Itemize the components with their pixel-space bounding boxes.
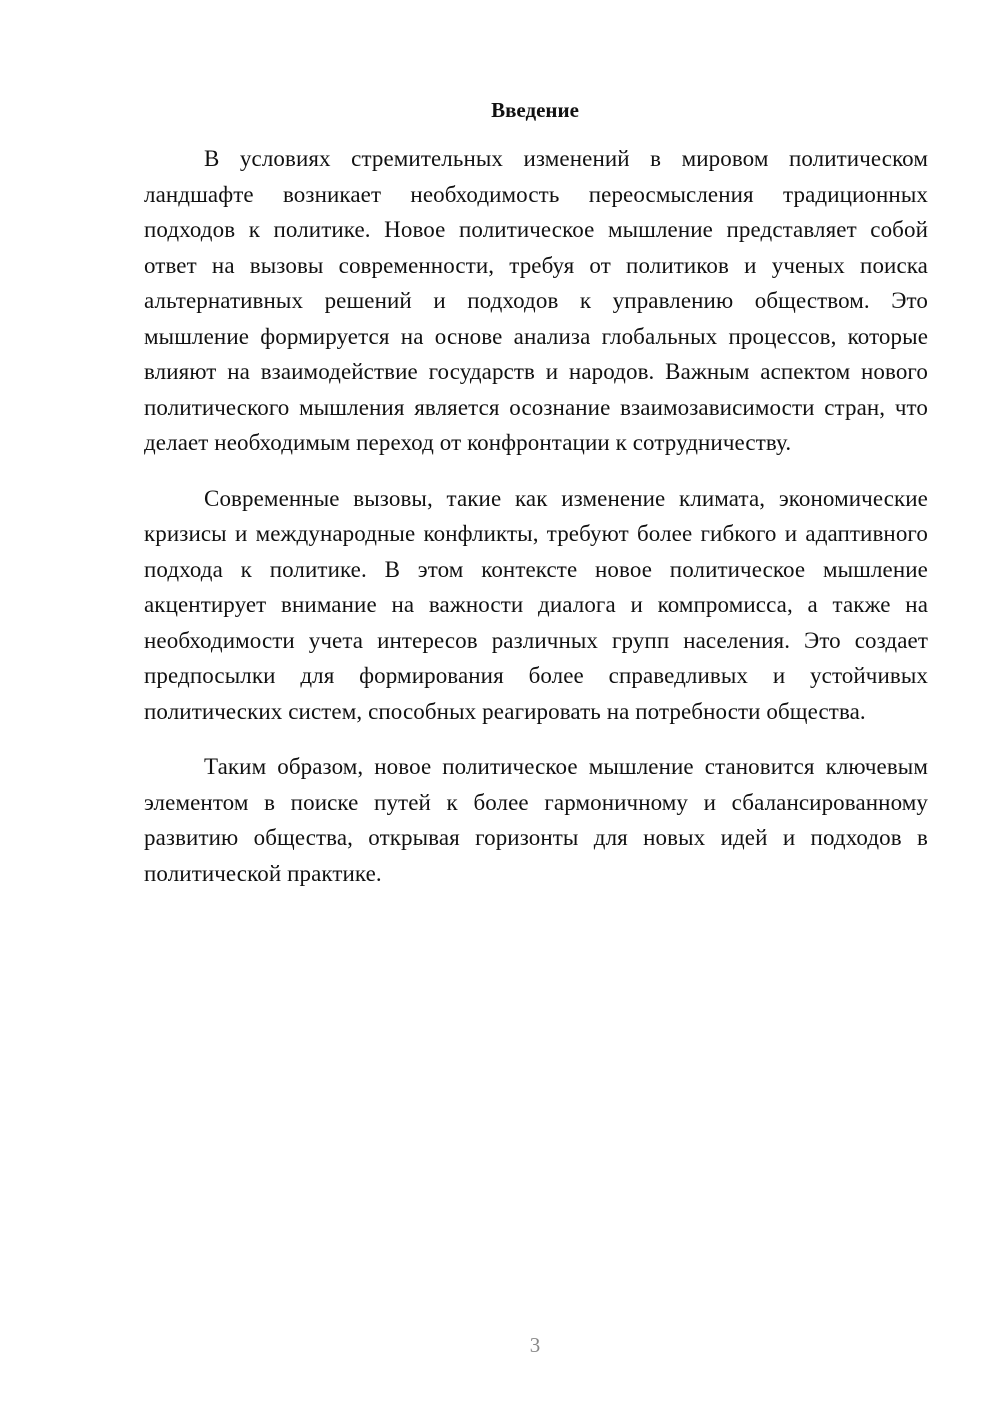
body-text bbox=[144, 141, 928, 911]
paragraph-2: Современные вызовы, такие как изменение климата, экономические кризисы и международные конфликты, требуют более гибкого и адаптивного подхода к политике. В этом контексте новое политическое мышление акцентирует внимание на важности диалога и компромисса, а также на необходимости учета интересов различных групп населения. Это создает предпосылки для формирования более справедливых и устойчивых политических систем, способных реагировать на потребности общества. bbox=[144, 485, 928, 724]
paragraph-3: Таким образом, новое политическое мышление становится ключевым элементом в поиске путей к более гармоничному и сбалансированному развитию общества, открывая горизонты для новых идей и подходов в политической практике. bbox=[144, 754, 928, 886]
section-heading: Введение bbox=[491, 98, 579, 122]
page-number: 3 bbox=[529, 1333, 541, 1357]
paragraph-1: В условиях стремительных изменений в мировом политическом ландшафте возникает необходимость переосмысления традиционных подходов к политике. Новое политическое мышление представляет собой ответ на вызовы современности, требуя от политиков и ученых поиска альтернативных решений и подходов к управлению обществом. Это мышление формируется на основе анализа глобальных процессов, которые влияют на взаимодействие государств и народов. Важным аспектом нового политического мышления является осознание взаимозависимости стран, что делает необходимым переход от конфронтации к сотрудничеству. bbox=[144, 146, 928, 455]
